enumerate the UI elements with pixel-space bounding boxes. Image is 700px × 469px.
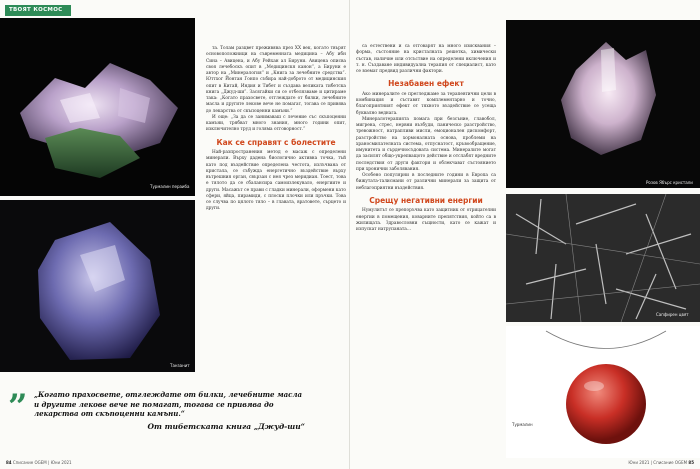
paragraph: Най-разпространения метод е масаж с определени минерали. Върху дадена биологично активна точка, тъй като под въздействие определена честота, излъчвана от кристала, се събужда енергетично въздействие върху вътрешния орган, свързан с нея чрез меридиан. Тоест, това е тялото да се сбалансира самоизлекувало, енергиите и други. Масажът се прави с гладки минерали, оформени като сфери, яйца, пирамиди, с плоски плочки или пръчки. Това се случва по цялото тяло – в главата, вратовете, сърцето и други. [206, 150, 346, 212]
red-pendant-image [506, 326, 700, 458]
issue-date: Юни 2021 [628, 460, 650, 465]
crystal-rose-image [506, 20, 700, 188]
paragraph: Нумулитът се препоръчва като защитник от отрицателни енергии в помещения, коварните препятствия, който са в жилищата. Здравословни същности, като се кажат и изпускат натрупаната... [356, 208, 496, 232]
paragraph: И още: „За да се занимаваш с лечение със скъпоценни камъни, трябват много знания, много години опит, изключително труд и голяма отговорност.“ [206, 114, 346, 133]
quote-source: От тибетската книга „Джуд-ши“ [147, 422, 305, 431]
photo-caption: Розов Ябърс кристали [646, 180, 693, 185]
page-number: 85 [688, 460, 694, 465]
pull-quote: „Когато прахосвете, отглеждате от билки, лечебните масла и другите лекове вече не помагат, тогава се привява до лекарства от скъпоценни камъни.“ [34, 390, 303, 418]
paragraph: Особено популярни в последните години в Европа са бижутата-талисмани от различни минерали за защита от неблагоприятни въздействия. [356, 173, 496, 191]
left-footer: 84 Списание OGEM | Юни 2021 [6, 460, 72, 465]
crystal-tanzanite-image [0, 200, 195, 372]
magazine-name: Списание OGEM [653, 460, 688, 465]
paragraph: Минералотерапията помага при безсъние, главобол, мигрена, стрес, нервни възбуди, паническо разстройство, тревожност, натрапливи мисли, емоционален дискомфорт, разстройство на хормоналната основа, проблеми на храносмилателната система, отпуснатост, кръвообращение, имунитета и сърдечносъдовата система. Минералите могат да засилят общо-укрепващото действие и отслабят вредните последствия от други фактори и облекчават състоянието при хронични заболявания. [356, 116, 496, 172]
section-heading: Срещу негативни енергии [369, 195, 483, 205]
rose-quartz-photo [506, 20, 700, 188]
page-number: 84 [6, 460, 12, 465]
photo-caption: Танзанит [170, 363, 190, 368]
photo-caption: Турмалин пераиба [150, 184, 190, 189]
frost-crystal-photo [506, 194, 700, 322]
quote-mark-icon: ” [8, 387, 28, 427]
left-text-column [206, 46, 346, 376]
tanzanite-photo [0, 200, 195, 372]
section-heading: Как се справят с болестите [216, 137, 336, 147]
issue-date: Юни 2021 [50, 460, 72, 465]
photo-caption: Турмалин [512, 422, 533, 427]
section-heading: Незабавен ефект [388, 79, 464, 89]
right-footer: Юни 2021 | Списание OGEM 85 [628, 460, 694, 465]
crystal-amethyst-image [0, 18, 195, 196]
paragraph: Ако минералите се прегледжаме за терапевтични цели в комбинация и съставят комплементарно и точно, благоприятният ефект от тяхното въздействие се усеща буквално веднага. [356, 91, 496, 116]
photo-caption: Сапфирен цвят [656, 312, 689, 317]
paragraph: та. Толам разцвет преживява през XX век, когато твърят основоположници на съвременната медицина – Абу ибн Сина – Авицена, и Абу Рейхан ал Бируни. Авицена описва своя лечебоскъ опит в „Медицинскя канон“, а Бируни е автор на „Минералогия“ и „Книга за лечебните средства“. Юттхог Йонтан Гонпо събира най-доброто от медицинския опит в Китай, Индия и Тибет и създава великата тибетска книга „Джуд-ши“. Засягайки си се отбелязваме и цитираме така: „Когато прахосвете, отглеждате от билки, лечебните масла и другите лекове вече не помагат, тогава се привява до лекарства от скъпоценни камъни.“ [206, 46, 346, 114]
right-page [350, 0, 700, 469]
paragraph: са естествени и са отговарят на много изисквания – форма, състояние на кристалната решетка, химически състав, наличие или отсъствие на определени включения и т. н. Създаване индивидуална терапия от специалист, като се вземат предвид различни фактори. [356, 44, 496, 74]
tourmaline-photo [0, 18, 195, 196]
right-text-column [356, 44, 496, 444]
crystal-frost-image [506, 194, 700, 322]
magazine-name: Списание OGEM [12, 460, 47, 465]
section-tag: ТВОЯТ КОСМОС [5, 5, 71, 16]
red-stone-photo [506, 326, 700, 458]
